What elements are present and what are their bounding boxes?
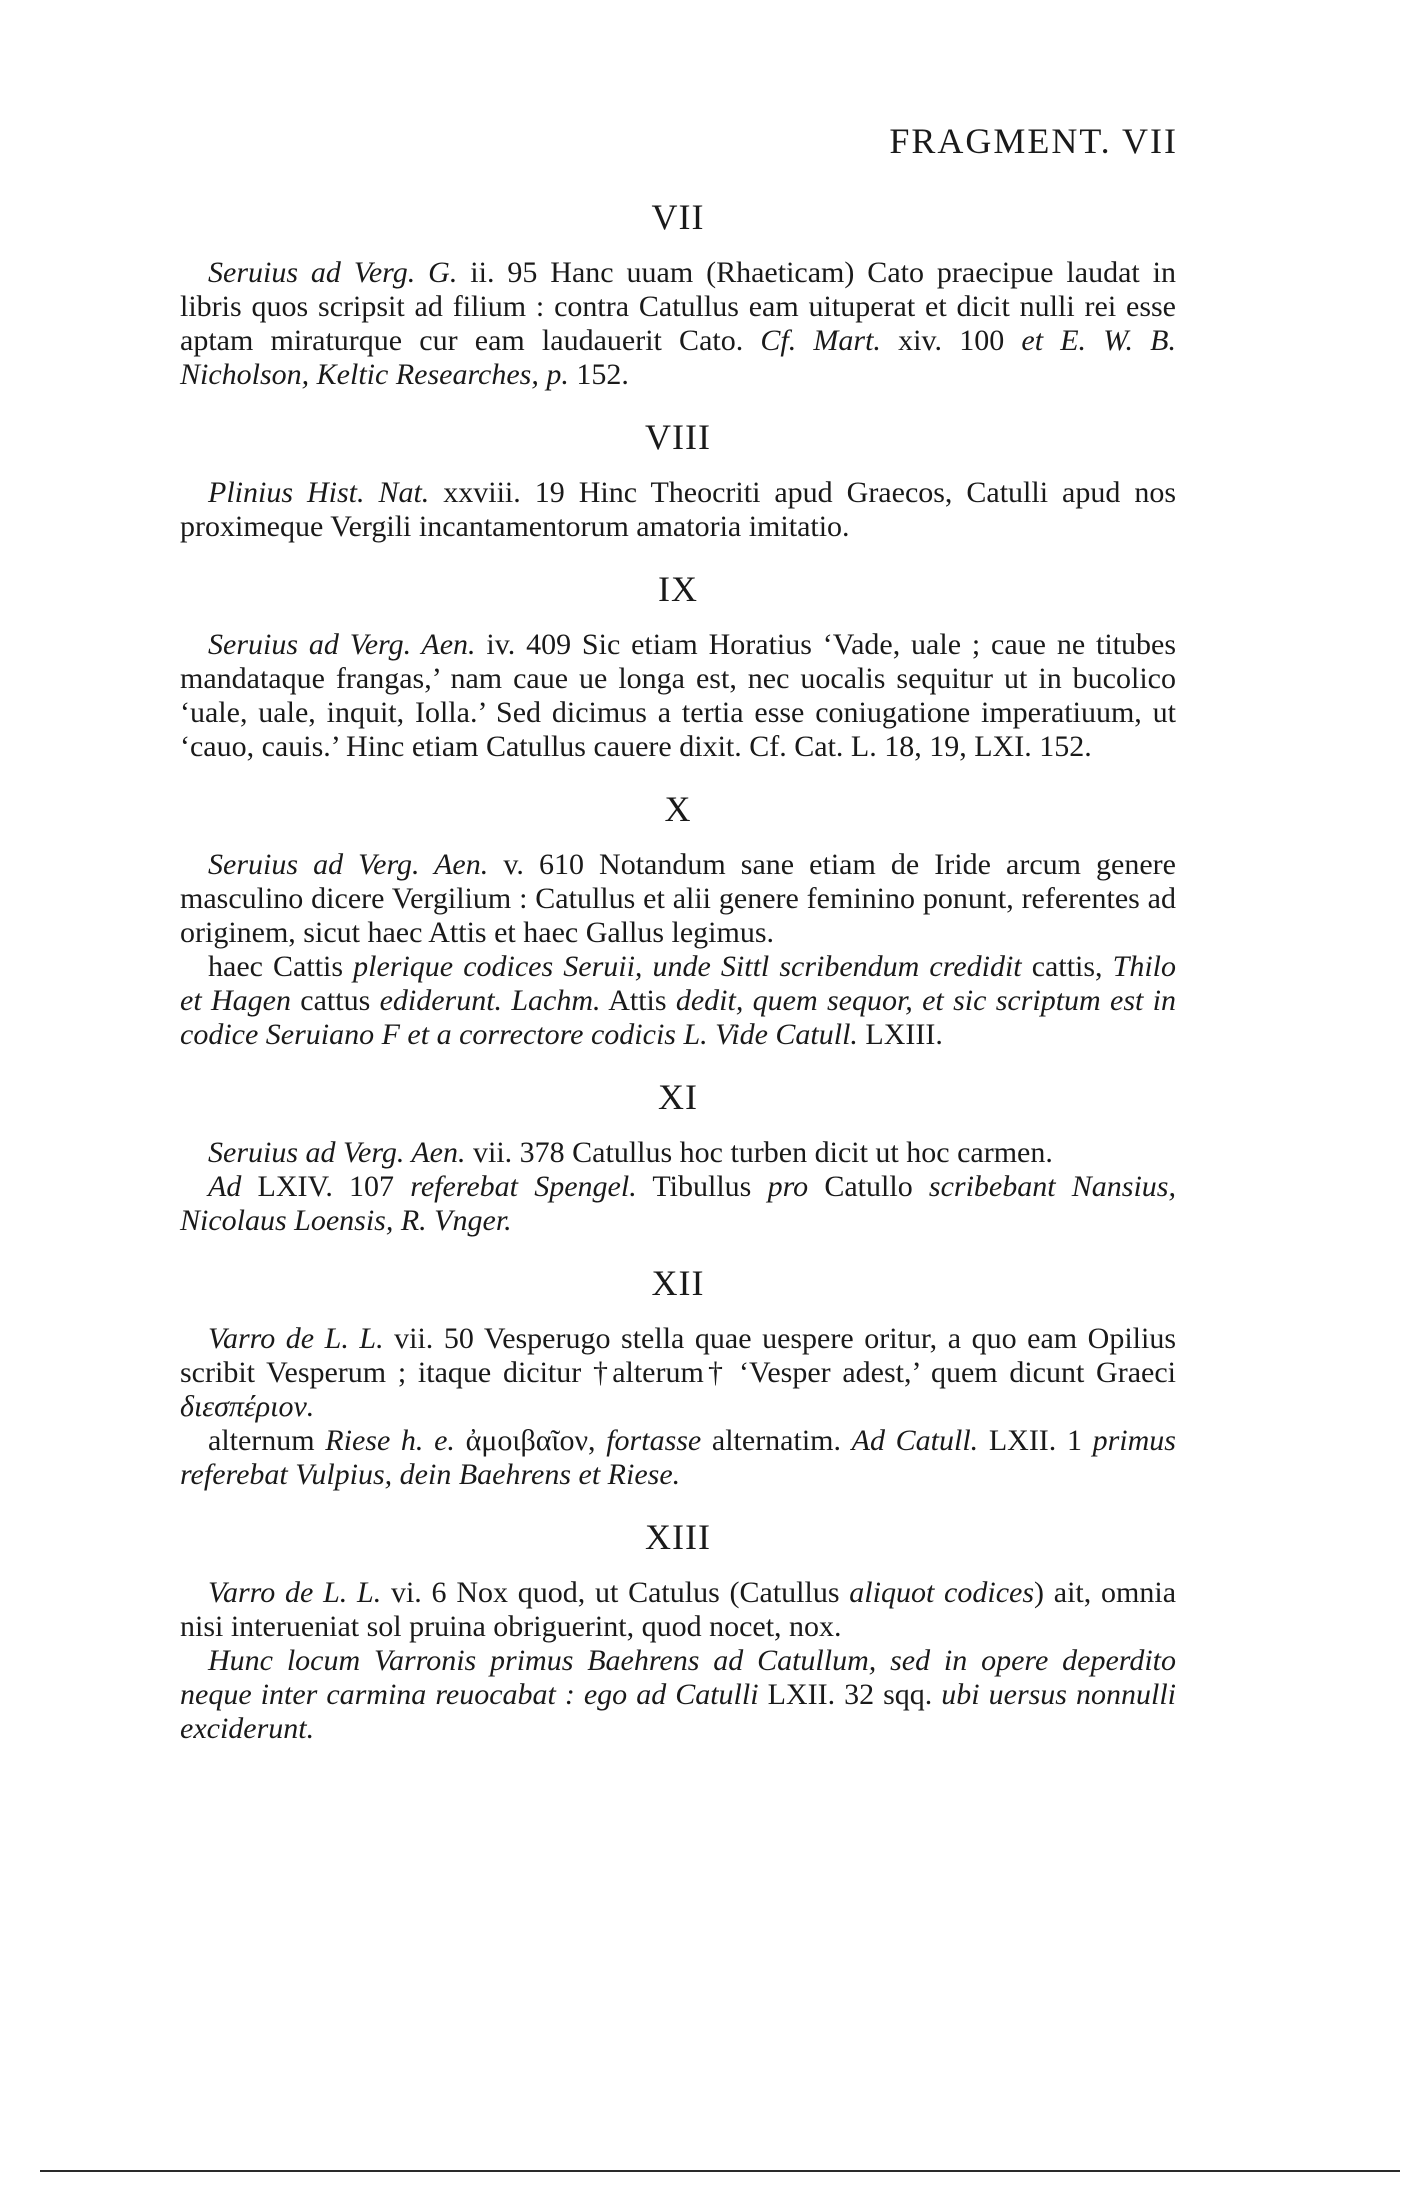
- fragment-text: [180, 476, 1176, 544]
- text-run: xiv. 100: [880, 324, 1022, 357]
- italic-run: Plinius Hist. Nat.: [208, 476, 430, 509]
- section-heading: X: [664, 789, 692, 829]
- italic-run: Seruius ad Verg. Aen.: [208, 1136, 466, 1169]
- italic-run: scribebant Nansius, Nicolaus Loensis, R. Vnger.: [180, 1170, 1176, 1237]
- critical-note: [180, 1170, 1176, 1238]
- text-run: ἀμοιβαῖον,: [454, 1424, 607, 1457]
- italic-run: et E. W. B. Nicholson, Keltic Researches, p.: [180, 324, 1176, 391]
- text-run: ii. 95 Hanc uuam (Rhaeticam) Cato praecipue laudat in libris quos scripsit ad filium : contra Catullus eam uituperat et dicit nulli rei esse aptam miraturque cur eam laudauerit Cato.: [180, 256, 1176, 357]
- text-run: LXIII.: [857, 1018, 943, 1051]
- italic-run: Varro de L. L.: [208, 1322, 384, 1355]
- italic-run: Hunc locum Varronis primus Baehrens ad Catullum, sed in opere deperdito neque inter carmina reuocabat : ego ad Catulli: [180, 1644, 1176, 1711]
- italic-run: dedit, quem sequor, et sic scriptum est in codice Seruiano F et a correctore codicis L. Vide Catull.: [180, 984, 1176, 1051]
- text-run: Catullo: [808, 1170, 929, 1203]
- section-heading: XIII: [645, 1517, 711, 1557]
- italic-run: ubi uersus nonnulli exciderunt.: [180, 1678, 1177, 1745]
- fragment-text: [180, 848, 1176, 950]
- italic-run: ediderunt. Lachm.: [379, 984, 601, 1017]
- text-run: cattis,: [1021, 950, 1113, 983]
- text-run: LXIV. 107: [241, 1170, 411, 1203]
- text-run: Attis: [600, 984, 676, 1017]
- text-run: 152.: [568, 358, 629, 391]
- critical-note: [180, 1424, 1176, 1492]
- section-heading: XI: [658, 1077, 698, 1117]
- text-run: v. 610 Notandum sane etiam de Iride arcum genere masculino dicere Vergilium : Catullus et alii genere feminino ponunt, referentes ad originem, sicut haec Attis et haec Gallus legimus.: [180, 848, 1176, 949]
- text-run: cattus: [290, 984, 380, 1017]
- italic-run: Seruius ad Verg. Aen.: [208, 848, 489, 881]
- fragment-text: [180, 628, 1176, 764]
- text-run: vii. 378 Catullus hoc turben dicit ut hoc carmen.: [465, 1136, 1053, 1169]
- text-run: haec Cattis: [208, 950, 354, 983]
- fragment-text: [180, 256, 1176, 392]
- page-body: [180, 197, 1177, 1746]
- fragment-text: [180, 1322, 1176, 1424]
- bottom-rule: [40, 2170, 1400, 2172]
- italic-run: Varro de L. L.: [208, 1576, 382, 1609]
- italic-run: referebat Spengel.: [410, 1170, 637, 1203]
- italic-run: fortasse: [606, 1424, 702, 1457]
- italic-run: διεσπέριον.: [180, 1390, 315, 1423]
- section-heading: VII: [651, 197, 705, 237]
- italic-run: Thilo et Hagen: [180, 950, 1176, 1017]
- section-heading: XII: [651, 1263, 705, 1303]
- text-run: Tibullus: [636, 1170, 768, 1203]
- text-run: LXII. 32 sqq.: [758, 1678, 942, 1711]
- fragment-text: [180, 1136, 1176, 1170]
- text-run: iv. 409 Sic etiam Horatius ‘Vade, uale ; caue ne titubes mandataque frangas,’ nam caue ue longa est, nec uocalis sequitur ut in bucolico ‘uale, uale, inquit, Iolla.’ Sed dicimus a tertia esse coniugatione imperatiuum, ut ‘cauo, cauis.’ Hinc etiam Catullus cauere dixit. Cf. Cat. L. 18, 19, LXI. 152.: [180, 628, 1176, 763]
- italic-run: Seruius ad Verg. Aen.: [208, 628, 476, 661]
- italic-run: Seruius ad Verg. G.: [208, 256, 458, 289]
- text-run: vi. 6 Nox quod, ut Catulus (Catullus: [381, 1576, 850, 1609]
- text-run: alternum: [208, 1424, 326, 1457]
- text-run: vii. 50 Vesperugo stella quae uespere oritur, a quo eam Opilius scribit Vesperum ; itaque dicitur †alterum† ‘Vesper adest,’ quem dicunt Graeci: [180, 1322, 1176, 1389]
- text-run: xxviii. 19 Hinc Theocriti apud Graecos, Catulli apud nos proximeque Vergili incantamentorum amatoria imitatio.: [180, 476, 1176, 543]
- italic-run: aliquot codices: [849, 1576, 1035, 1609]
- fragment-text: [180, 1576, 1176, 1644]
- critical-note: [180, 950, 1176, 1052]
- text-run: alternatim.: [701, 1424, 852, 1457]
- text-run: ) ait, omnia nisi interueniat sol pruina obriguerint, quod nocet, nox.: [180, 1576, 1177, 1643]
- section-heading: VIII: [645, 417, 711, 457]
- italic-run: Cf. Mart.: [760, 324, 881, 357]
- text-run: LXII. 1: [978, 1424, 1093, 1457]
- italic-run: plerique codices Seruii, unde Sittl scribendum credidit: [353, 950, 1022, 983]
- italic-run: primus referebat Vulpius, dein Baehrens et Riese.: [180, 1424, 1176, 1491]
- italic-run: Ad: [208, 1170, 242, 1203]
- running-head: FRAGMENT. VII: [889, 121, 1178, 161]
- critical-note: [180, 1644, 1176, 1746]
- italic-run: Ad Catull.: [851, 1424, 979, 1457]
- italic-run: pro: [767, 1170, 809, 1203]
- italic-run: Riese h. e.: [325, 1424, 455, 1457]
- section-heading: IX: [658, 569, 698, 609]
